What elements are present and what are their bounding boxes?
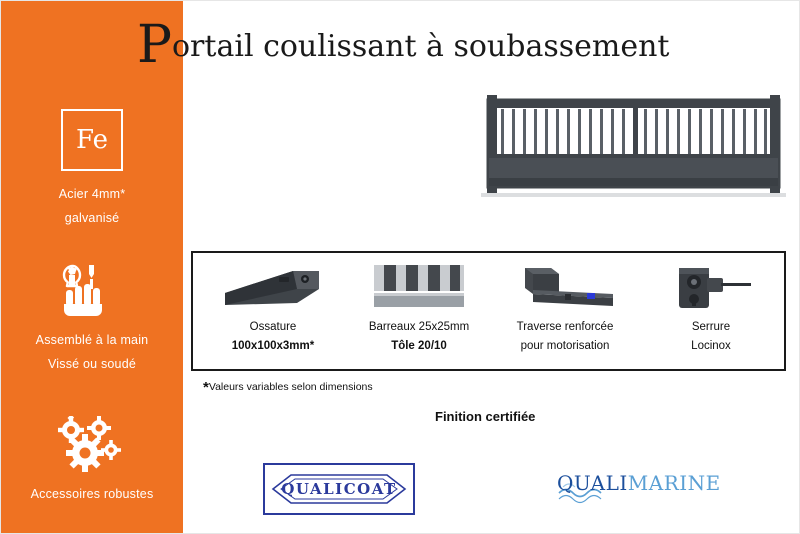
bars-icon xyxy=(345,257,493,319)
footnote-star: * xyxy=(203,379,209,396)
component-ossature-line1: Ossature xyxy=(249,321,297,333)
motor-crossbar-icon xyxy=(491,257,639,319)
finition-label: Finition certifiée xyxy=(435,409,536,424)
hand-tools-icon xyxy=(1,259,183,321)
components-box xyxy=(191,251,786,371)
sidebar-steel-line2: galvanisé xyxy=(64,210,120,225)
profile-frame-icon xyxy=(199,257,347,319)
sidebar-block-steel xyxy=(1,109,183,231)
page-title xyxy=(137,15,787,75)
sliding-gate-illustration xyxy=(481,93,786,208)
component-barreaux xyxy=(345,253,493,369)
component-traverse-line1: Traverse renforcée xyxy=(516,321,614,333)
component-serrure-line1: Serrure xyxy=(691,321,731,333)
title-text: ortail coulissant à soubassement xyxy=(172,29,670,64)
qualimarine-text-a: QUALI xyxy=(557,471,628,495)
sidebar-block-accessories xyxy=(1,413,183,507)
component-traverse xyxy=(491,253,639,369)
sidebar-assembly-line2: Vissé ou soudé xyxy=(47,356,137,371)
title-drop-cap: P xyxy=(137,15,172,75)
sidebar-block-assembly xyxy=(1,259,183,377)
component-traverse-line2: pour motorisation xyxy=(520,340,610,352)
fe-square-icon xyxy=(61,109,123,171)
component-serrure xyxy=(637,253,785,369)
sidebar-accessories-line1: Accessoires robustes xyxy=(30,487,154,501)
footnote-text: Valeurs variables selon dimensions xyxy=(208,381,373,393)
component-ossature-line2: 100x100x3mm* xyxy=(231,340,315,352)
component-ossature xyxy=(199,253,347,369)
fe-symbol: Fe xyxy=(75,125,108,155)
component-serrure-line2: Locinox xyxy=(691,340,731,352)
qualimarine-text-b: MARINE xyxy=(627,471,721,495)
footnote xyxy=(203,379,373,396)
lock-icon xyxy=(637,257,785,319)
sidebar-steel-line1: Acier 4mm* xyxy=(58,187,126,201)
qualimarine-logo xyxy=(557,467,721,513)
component-barreaux-line1: Barreaux 25x25mm xyxy=(368,321,470,333)
sidebar-assembly-line1: Assemblé à la main xyxy=(35,333,149,347)
sidebar xyxy=(1,1,183,534)
gears-icon xyxy=(1,413,183,475)
component-barreaux-line2: Tôle 20/10 xyxy=(391,340,447,352)
svg-text:QUALICOAT: QUALICOAT xyxy=(281,480,397,498)
qualicoat-logo xyxy=(263,463,415,515)
